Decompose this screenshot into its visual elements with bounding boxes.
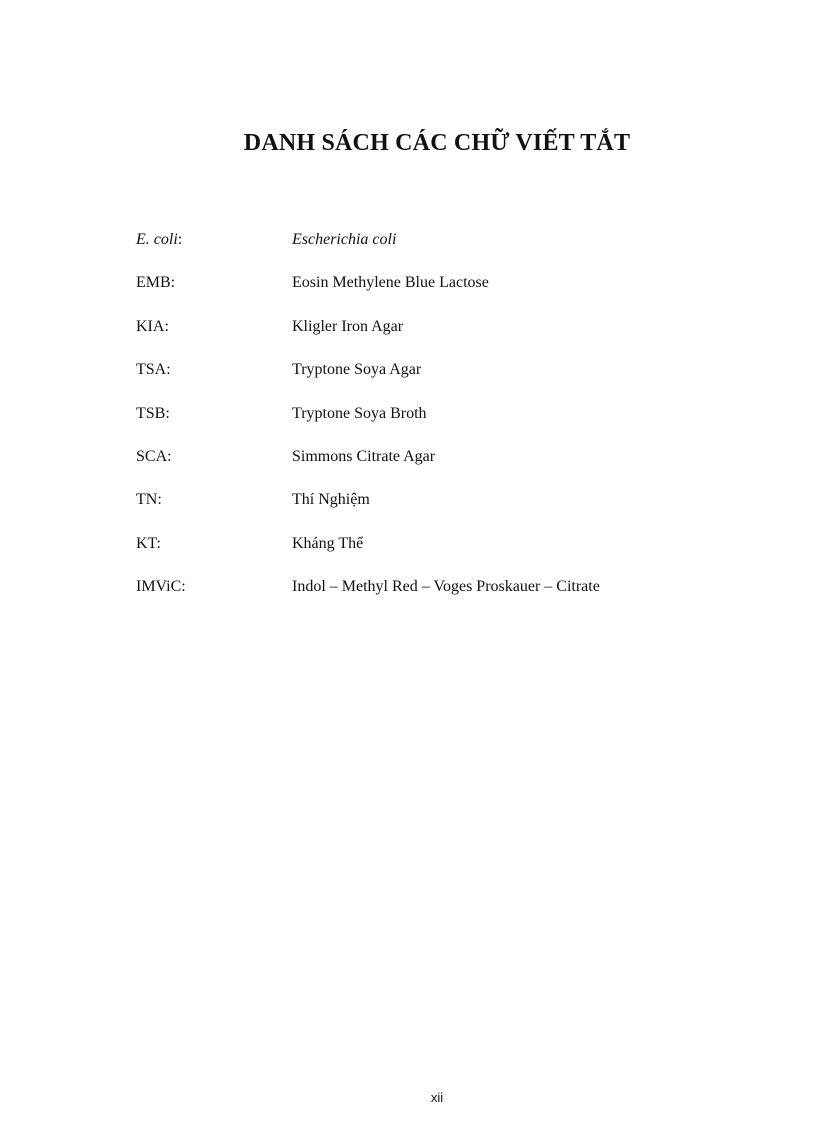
abbreviation-term: EMB: <box>136 274 176 292</box>
abbreviation-separator: : <box>177 231 183 248</box>
abbreviation-definition: Kháng Thể <box>292 534 364 552</box>
abbreviation-definition: Tryptone Soya Agar <box>292 361 422 379</box>
abbreviation-definition: Eosin Methylene Blue Lactose <box>292 274 489 292</box>
abbreviation-separator: : <box>166 361 171 379</box>
abbreviation-term: E. coli: <box>136 231 183 248</box>
abbreviation-list <box>136 228 736 619</box>
abbreviation-separator: : <box>170 274 176 292</box>
abbreviation-definition: Thí Nghiệm <box>292 491 370 509</box>
abbreviation-row <box>136 575 736 618</box>
abbreviation-term: SCA: <box>136 447 172 465</box>
abbreviation-definition: Tryptone Soya Broth <box>292 404 427 422</box>
abbreviation-term: TSA: <box>136 361 171 379</box>
abbreviation-row <box>136 315 736 358</box>
abbreviation-row <box>136 488 736 531</box>
abbreviation-separator: : <box>167 447 172 465</box>
abbreviation-row <box>136 358 736 401</box>
abbreviation-row <box>136 228 736 271</box>
abbreviation-term: KIA: <box>136 317 169 335</box>
abbreviation-term: KT: <box>136 534 161 552</box>
abbreviation-separator: : <box>165 404 170 422</box>
abbreviation-separator: : <box>156 534 161 552</box>
abbreviation-term: TN: <box>136 491 162 509</box>
abbreviation-term: TSB: <box>136 404 170 422</box>
page-number: xii <box>430 1090 444 1105</box>
abbreviation-definition: Kligler Iron Agar <box>292 317 404 335</box>
abbreviation-separator: : <box>181 578 186 596</box>
abbreviation-separator: : <box>164 317 169 335</box>
page-title: DANH SÁCH CÁC CHỮ VIẾT TẮT <box>243 130 631 156</box>
abbreviation-row <box>136 532 736 575</box>
abbreviation-row <box>136 271 736 314</box>
abbreviation-definition: Simmons Citrate Agar <box>292 447 436 465</box>
abbreviation-definition: Escherichia coli <box>292 231 397 248</box>
abbreviation-separator: : <box>157 491 162 509</box>
abbreviation-term: IMViC: <box>136 578 186 596</box>
abbreviation-row <box>136 445 736 488</box>
abbreviation-definition: Indol – Methyl Red – Voges Proskauer – Citrate <box>292 578 600 596</box>
abbreviation-row <box>136 402 736 445</box>
